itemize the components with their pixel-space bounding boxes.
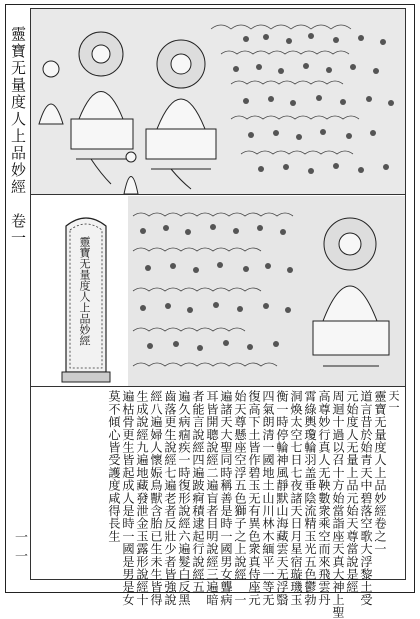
section-divider-bottom xyxy=(30,386,406,387)
woodblock-illustration-middle xyxy=(128,196,405,386)
text-column-13: 耳皆開聰說經二遍盲者目明說經三遍暗 xyxy=(205,390,219,606)
section-divider-top xyxy=(30,194,406,195)
inscription-stele xyxy=(60,212,112,384)
text-column-19: 遍枯骨更生皆起成人是時一國是男是女 xyxy=(121,390,135,606)
text-column-1: 靈寶无量度人上品妙經卷之一 xyxy=(373,390,387,556)
celestial-court-image xyxy=(128,196,405,386)
text-column-6: 霄綠輿瓊輪羽盖垂陰流精玉光五色鬱勃 xyxy=(303,390,317,606)
woodblock-illustration-top xyxy=(31,9,405,194)
text-column-3: 元始度人无量上品元始天尊當說是經 xyxy=(345,390,359,594)
sutra-text xyxy=(36,390,400,619)
text-column-12: 遍諸天大聖同時稱善是時一國男女聾病 xyxy=(219,390,233,606)
page-number: 一一 xyxy=(12,530,27,568)
text-column-8: 衡一時停輪神風靜默山海藏雲天无浮翳 xyxy=(275,390,289,606)
text-column-16: 齒落更生說經七遍老者反壯少者皆強說 xyxy=(163,390,177,606)
text-column-15: 遍久病痼疾一時復形說經六遍髮白反黑 xyxy=(177,390,191,606)
text-column-9: 四氣朗清一國地土山川林木緬平一等无 xyxy=(261,390,275,606)
text-column-7: 洞煥太空七日七夜諸天日月星宿璇璣玉 xyxy=(289,390,303,606)
text-column-20: 莫不傾心皆受護度咸得長生 xyxy=(107,390,121,543)
margin-title: 靈寶无量度人上品妙經 卷一 xyxy=(9,26,27,247)
text-header-page: 天一 xyxy=(387,390,400,413)
text-column-18: 生成說經九遍地藏發泄金玉露形說經十 xyxy=(135,390,149,606)
text-column-2: 道言昔於始青天中碧落空歌大浮黎土受 xyxy=(359,390,373,606)
text-column-10: 復高下土皆作碧玉无有異色衆真侍座元 xyxy=(247,390,261,606)
stele-inscription: 靈寶无量度人上品妙經 xyxy=(78,236,91,346)
deities-assembly-image xyxy=(31,9,405,194)
text-column-17: 經八遍婦人懷娠鳥獸含胎已生未生皆得 xyxy=(149,390,163,606)
text-column-11: 始天尊懸座空浮五色獅子之上說經 一 xyxy=(233,390,247,606)
margin-column xyxy=(6,8,30,580)
text-column-4: 周迴十過以召十方始當詣座天真大神上聖 xyxy=(331,390,345,619)
text-column-5: 高尊妙行真人无鞅數衆乘空而來飛雲丹 xyxy=(317,390,331,606)
text-column-14: 者能言說經四遍跛痾積逮起行說經五 xyxy=(191,390,205,594)
